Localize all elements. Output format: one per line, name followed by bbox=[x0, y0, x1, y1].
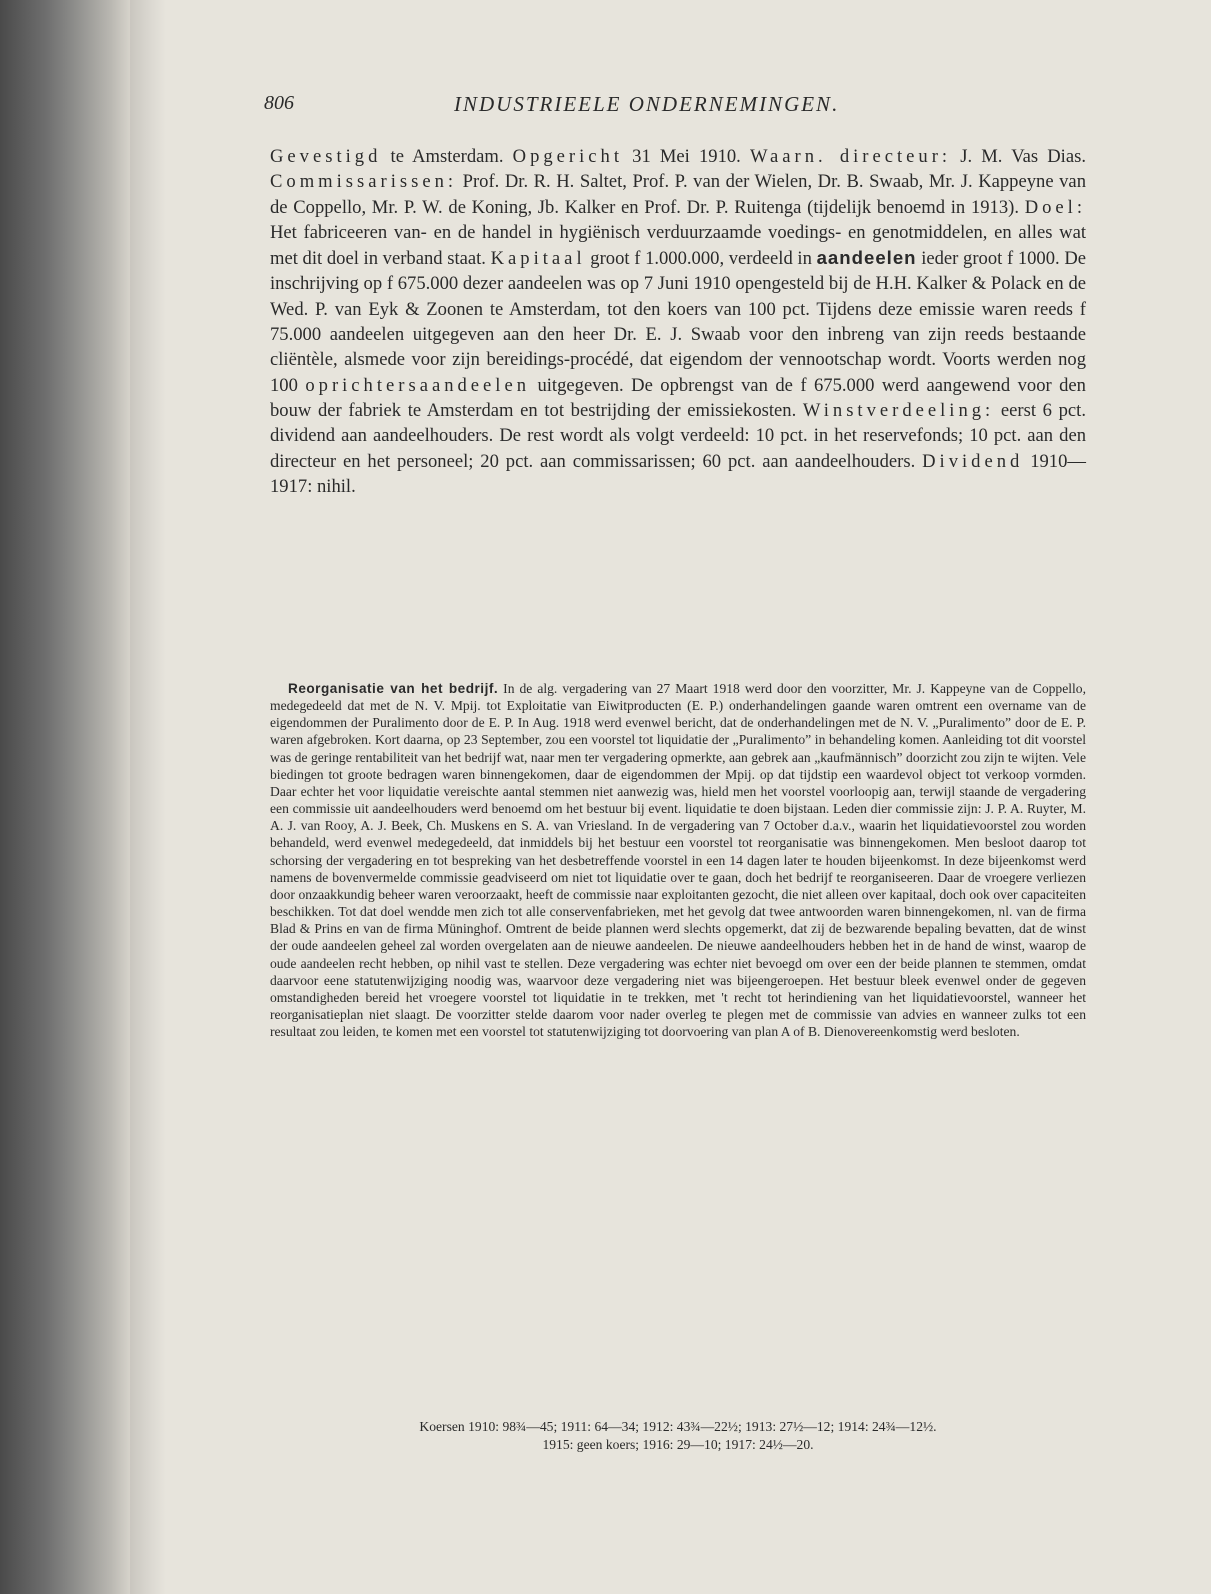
reorganisation-paragraph bbox=[270, 680, 1086, 1040]
book-page bbox=[166, 0, 1211, 1594]
price-quotes-line-2: 1915: geen koers; 1916: 29—10; 1917: 24½—20. bbox=[542, 1437, 814, 1452]
winstverdeeling-label: Winstverdeeling: bbox=[802, 399, 995, 421]
commissarissen-text: Prof. Dr. R. H. Saltet, Prof. P. van der Wielen, Dr. B. Swaab, Mr. J. Kappeyne van de Coppello, Mr. P. W. de Koning, Jb. Kalker en Prof. Dr. P. Ruitenga (tijdelijk benoemd in 1913). bbox=[270, 171, 1086, 218]
page-gutter bbox=[130, 0, 166, 1594]
price-quotes-line-1: Koersen 1910: 98¾—45; 1911: 64—34; 1912: 43¾—22½; 1913: 27½—12; 1914: 24¾—12½. bbox=[419, 1419, 937, 1434]
aandeelen-bold: aandeelen bbox=[816, 247, 917, 269]
reorganisation-text: In de alg. vergadering van 27 Maart 1918 werd door den voorzitter, Mr. J. Kappeyne van de Coppello, medegedeeld dat met de N. V. Mpij. tot Exploitatie van Eiwitproducten (E. P.) onderhandelingen gaande waren omtrent een overname van de eigendommen der Puralimento door de E. P. In Aug. 1918 werd evenwel bericht, dat de onderhandelingen met de N. V. „Puralimento” door de E. P. waren afgebroken. Kort daarna, op 23 September, zou een voorstel tot liquidatie der „Puralimento” in behandeling komen. Aanleiding tot dit voorstel was de geringe rentabiliteit van het bedrijf wat, naar men ter vergadering opmerkte, aan gebrek aan „kaufmännisch” doorzicht zou zijn te wijten. Vele biedingen tot groote bedragen waren binnengekomen, daar de eigendommen der Mpij. op dat tijdstip een waardevol object tot verkoop vormden. Daar echter het voor liquidatie vereischte aantal stemmen niet aanwezig was, hield men het voorstel voorloopig aan, terwijl staande de vergadering een commissie uit aandeelhouders werd benoemd om het bestuur bij event. liquidatie te doen bijstaan. Leden dier commissie zijn: J. P. A. Ruyter, M. A. J. van Rooy, A. J. Beek, Ch. Muskens en S. A. van Vriesland. In de vergadering van 7 October d.a.v., waarin het liquidatievoorstel zou worden behandeld, werd evenwel medegedeeld, dat inmiddels bij het bestuur een voorstel tot reorganisatie was binnengekomen. Men besloot daarop tot schorsing der vergadering en tot bespreking van het desbetreffende voorstel in een 14 dagen later te houden bijeenkomst. In deze bijeenkomst werd namens de bovenvermelde commissie geadviseerd om niet tot liquidatie over te gaan, doch het bedrijf te reorganiseeren. Daar de vroegere verliezen door onzaakkundig beheer waren veroorzaakt, heeft de commissie naar exploitanten gezocht, die niet alleen over kapitaal, doch ook over capaciteiten beschikken. Tot dat doel wendde men zich tot alle conservenfabrieken, met het gevolg dat twee antwoorden waren binnengekomen, nl. van de firma Blad & Prins en van de firma Müninghof. Omtrent de beide plannen werd slechts opgemerkt, dat zij de bezwarende bepaling bevatten, dat de winst der oude aandeelen geheel zal worden overgelaten aan de nieuwe aandeelen. De nieuwe aandeelhouders hebben het in de hand de winst, waarop de oude aandeelen recht hebben, op nihil vast te stellen. Deze vergadering was echter niet bevoegd om over een der beide plannen te stemmen, omdat daarvoor eene statutenwijziging noodig was, waarvoor deze vergadering niet was bijeengeroepen. Het bestuur bleek evenwel onder de gegeven omstandigheden bereid het vroegere voorstel tot liquidatie in te trekken, met 't recht tot herindiening van het liquidatievoorstel, wanneer het reorganisatieplan niet slaagt. De voorzitter stelde daarom voor nader overleg te plegen met de commissie van advies en wanneer zulks tot een resultaat zou leiden, te komen met een voorstel tot statutenwijziging tot doorvoering van plan A of B. Dienovereenkomstig werd besloten. bbox=[270, 681, 1087, 1040]
winstverdeeling-text: eerst 6 pct. dividend aan aandeelhouders. De rest wordt als volgt verdeeld: 10 pct. in het reservefonds; 10 pct. aan den directeur en het personeel; 20 pct. aan commissarissen; 60 pct. aan aandeelhouders. bbox=[270, 399, 1086, 472]
dividend-label: Dividend bbox=[922, 450, 1024, 472]
kapitaal-label: Kapitaal bbox=[490, 248, 586, 270]
running-title: INDUSTRIEELE ONDERNEMINGEN. bbox=[454, 92, 840, 116]
opgericht-text: 31 Mei 1910. bbox=[623, 146, 750, 167]
kapitaal-text-3: uitgegeven. De opbrengst van de f 675.000 werd aangewend voor den bouw der fabriek te Amsterdam en tot bestrijding der emissiekosten. bbox=[270, 374, 1086, 421]
company-description bbox=[270, 144, 1086, 499]
reorganisation-title: Reorganisatie van het bedrijf. bbox=[288, 681, 499, 696]
waarn-directeur-label: Waarn. directeur: bbox=[749, 146, 952, 167]
dividend-text: 1910—1917: nihil. bbox=[270, 450, 1086, 497]
page-header bbox=[264, 92, 1064, 122]
doel-text: Het fabriceeren van- en de handel in hygiënisch verduurzaamde voedings- en genotmiddelen, en alles wat met dit doel in verband staat. bbox=[270, 221, 1086, 270]
opgericht-label: Opgericht bbox=[512, 146, 623, 167]
commissarissen-label: Commissarissen: bbox=[270, 171, 458, 193]
page-number: 806 bbox=[264, 92, 294, 114]
price-quotes bbox=[270, 1418, 1086, 1454]
oprichtersaandeelen-label: oprichtersaandeelen bbox=[305, 374, 531, 396]
waarn-directeur-text: J. M. Vas Dias. bbox=[951, 146, 1086, 167]
gevestigd-text: te Amsterdam. bbox=[381, 146, 513, 167]
book-spine bbox=[0, 0, 130, 1594]
kapitaal-text-1: groot f 1.000.000, verdeeld in bbox=[585, 248, 817, 270]
doel-label: Doel: bbox=[1024, 196, 1086, 218]
kapitaal-text-2: ieder groot f 1000. De inschrijving op f 675.000 dezer aandeelen was op 7 Juni 1910 opengesteld bij de H.H. Kalker & Polack en de Wed. P. van Eyk & Zoonen te Amsterdam, tot den koers van 100 pct. Tijdens deze emissie waren reeds f 75.000 aandeelen uitgegeven aan den heer Dr. E. J. Swaab voor den inbreng van zijn reeds bestaande cliëntèle, alsmede voor zijn bereidings-procédé, dat eigendom der vennootschap wordt. Voorts werden nog 100 bbox=[270, 248, 1087, 396]
gevestigd-label: Gevestigd bbox=[270, 146, 382, 167]
